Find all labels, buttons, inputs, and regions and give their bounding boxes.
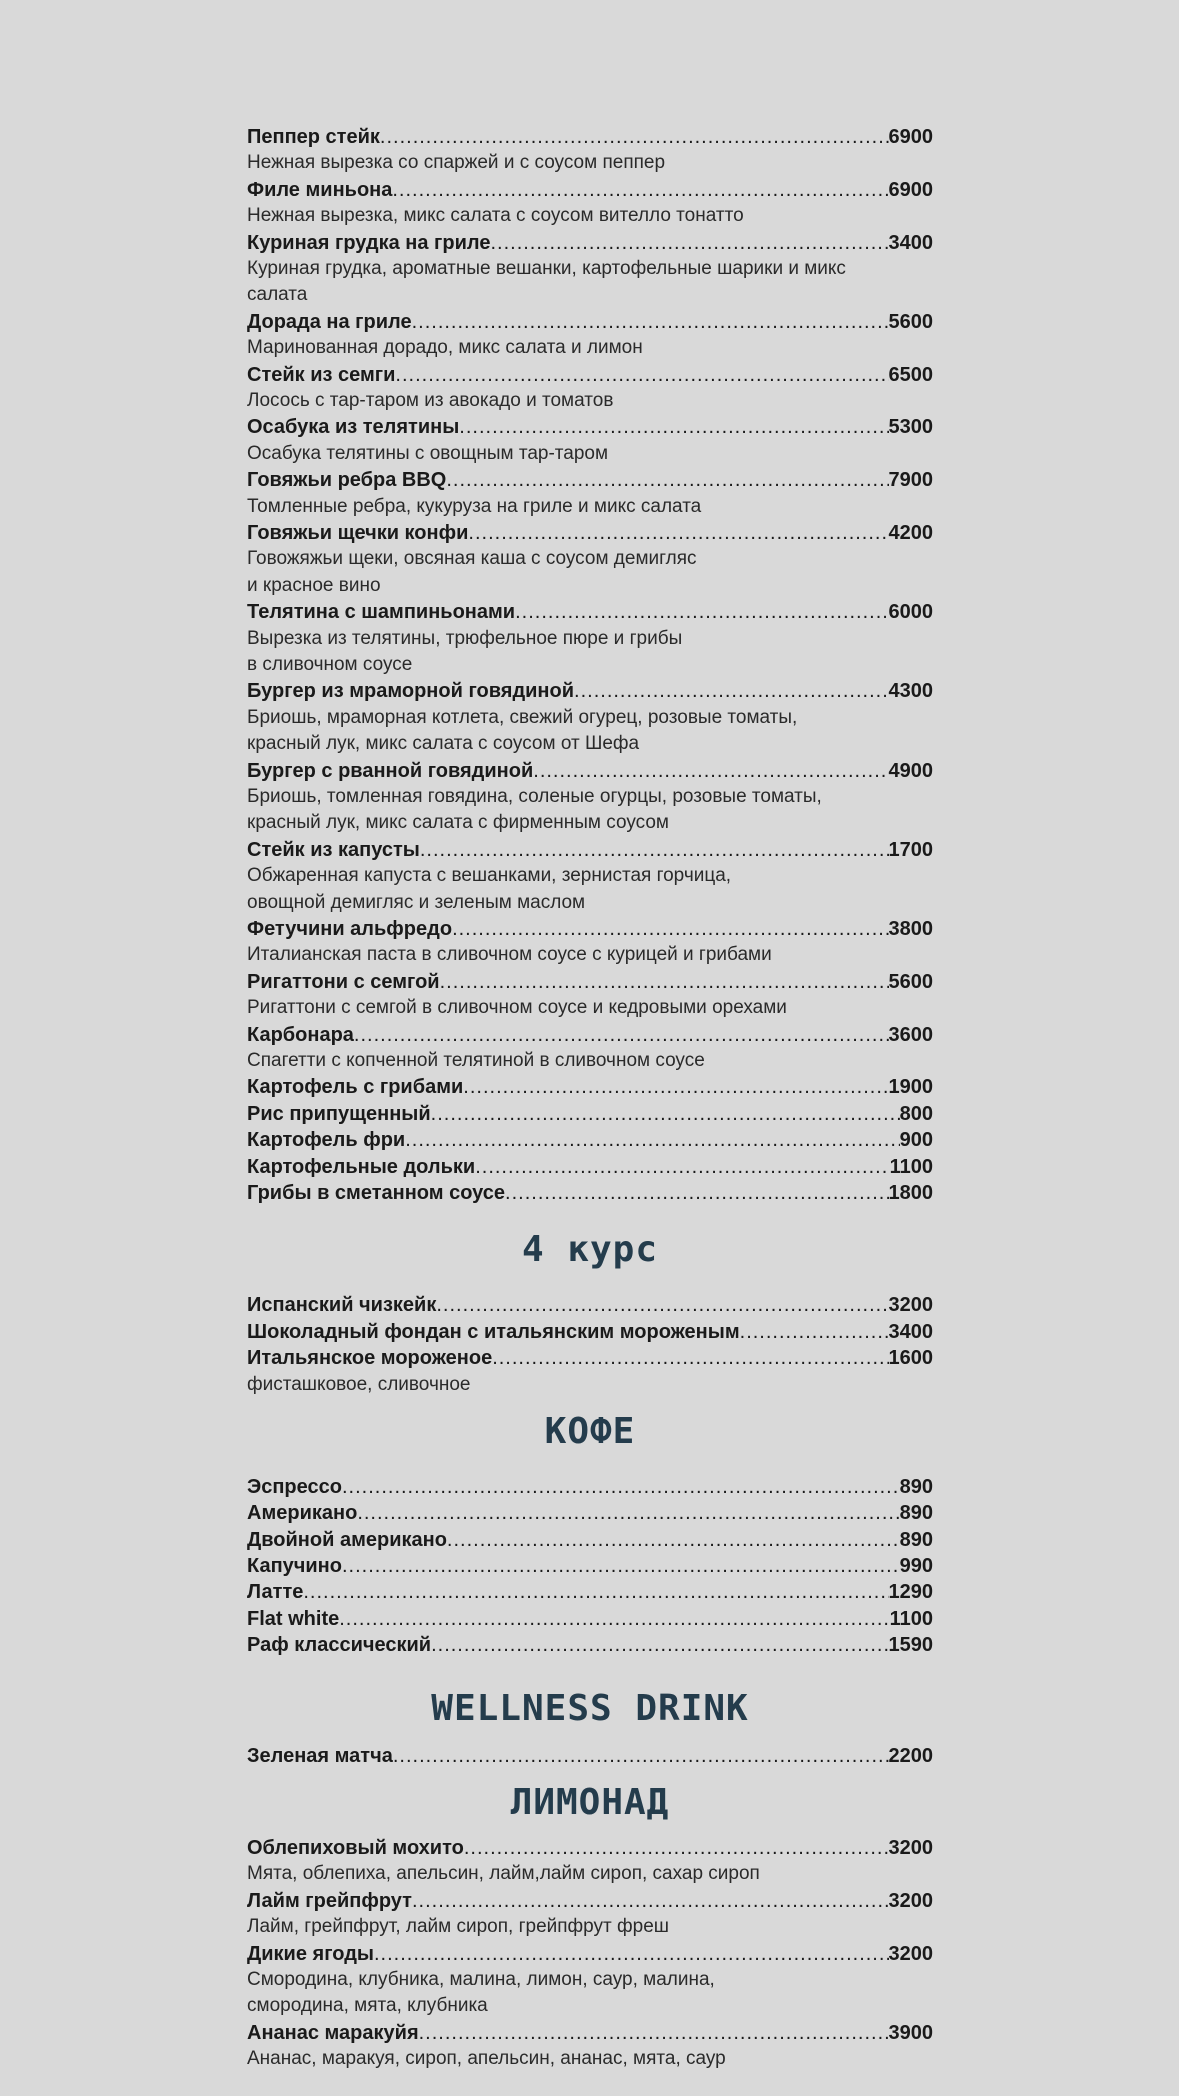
menu-item [247,230,933,256]
menu-item-price: 1590 [888,1634,933,1657]
menu-item [247,1319,933,1345]
menu-item [247,599,933,625]
menu-item-description: в сливочном соусе [247,653,413,675]
dot-leader [342,1553,900,1579]
menu-item-price: 3800 [888,918,933,940]
dot-leader [515,599,888,625]
menu-item-price: 1100 [889,1607,933,1630]
dot-leader [533,758,888,784]
menu-item [247,1743,933,1769]
menu-item-price: 6900 [888,178,933,201]
menu-item-description: красный лук, микс салата с соусом от Шефа [247,733,640,755]
dot-leader [380,124,889,150]
menu-item-price: 3400 [888,231,933,254]
menu-item-name: Рис припущенный [247,1102,431,1125]
menu-item [247,1500,933,1526]
dot-leader [574,678,888,704]
menu-item-name: Шоколадный фондан с итальянским мороженым [247,1320,740,1343]
menu-item-price: 2200 [888,1744,933,1767]
menu-item-price: 4200 [888,521,933,544]
menu-item-description: Вырезка из телятины, трюфельное пюре и грибы [247,627,683,649]
menu-item [247,1888,933,1914]
menu-item-name: Дорада на гриле [247,310,412,333]
menu-item-description: Обжаренная капуста с вешанками, зернистая горчица, [247,865,732,887]
menu-item-price: 890 [899,1502,933,1525]
menu-item [247,1022,933,1048]
menu-item-description: Спагетти с копченной телятиной в сливочном соусе [247,1049,705,1071]
menu-item-name: Филе миньона [247,178,393,201]
menu-item-name: Картофель с грибами [247,1076,464,1099]
menu-item-name: Картофельные дольки [247,1155,476,1178]
menu-item [247,1345,933,1371]
menu-item-name: Стейк из капусты [247,838,420,861]
dot-leader [436,1292,888,1318]
menu-item-name: Картофель фри [247,1129,406,1152]
menu-item-name: Пеппер стейк [247,126,380,148]
menu-item-price: 5600 [888,970,933,993]
section-heading-lemonade: ЛИМОНАД [510,1782,670,1824]
menu-item-description: овощной демигляс и зеленым маслом [247,891,586,913]
menu-item [247,467,933,493]
dot-leader [475,1154,889,1180]
dot-leader [459,414,888,440]
dot-leader [412,309,889,335]
menu-item-price: 4900 [888,759,933,782]
menu-item-name: Итальянское мороженое [247,1347,493,1370]
dot-leader [468,520,888,546]
menu-item-price: 1700 [888,838,933,861]
menu-item-description: Нежная вырезка со спаржей и с соусом пеппер [247,152,666,174]
menu-item-name: Зеленая матча [247,1744,393,1767]
dot-leader [505,1180,888,1206]
menu-item-price: 1800 [888,1181,933,1204]
menu-item [247,1606,933,1632]
section-heading-4-course: 4 курс [521,1229,659,1271]
dot-leader [339,1606,889,1632]
dot-leader [463,1074,888,1100]
menu-item [247,1835,933,1861]
dot-leader [395,362,888,388]
menu-item-price: 3200 [888,1294,933,1317]
menu-item-price: 3600 [888,1023,933,1046]
dot-leader [354,1022,889,1048]
dot-leader [452,916,888,942]
menu-item [247,1553,933,1579]
menu-item [247,177,933,203]
dot-leader [431,1632,888,1658]
menu-item-price: 6500 [888,363,933,386]
menu-item [247,1474,933,1500]
wellness-section [247,1743,933,1769]
menu-item-description: и красное вино [247,574,381,596]
dot-leader [374,1941,889,1967]
menu-item-name: Капучино [247,1555,342,1578]
menu-item-name: Лайм грейпфрут [247,1889,412,1912]
menu-item-price: 3400 [888,1320,933,1343]
menu-item-name: Фетучини альфредо [247,918,453,940]
menu-item-price: 3200 [888,1889,933,1912]
menu-item-description: смородина, мята, клубника [247,1995,488,2017]
menu-item-name: Американо [247,1502,358,1525]
menu-item-price: 3200 [888,1942,933,1965]
menu-item [247,2020,933,2046]
menu-item-description: Ананас, маракуя, сироп, апельсин, ананас, мята, саур [247,2048,726,2070]
menu-item-name: Осабука из телятины [247,416,460,439]
menu-item [247,1579,933,1605]
menu-item-price: 7900 [888,469,933,492]
menu-item-description: Бриошь, мраморная котлета, свежий огурец, розовые томаты, [247,706,798,728]
menu-item-description: фисташковое, сливочное [247,1373,471,1395]
menu-item [247,1941,933,1967]
menu-item-price: 1100 [889,1155,933,1178]
menu-item-name: Телятина с шампиньонами [247,601,516,624]
menu-item [247,362,933,388]
dot-leader [405,1127,899,1153]
menu-item-price: 1290 [888,1581,933,1604]
menu-item-description: Осабука телятины с овощным тар-таром [247,442,609,464]
dot-leader [303,1579,888,1605]
dot-leader [447,1527,900,1553]
dot-leader [431,1101,900,1127]
dot-leader [440,969,889,995]
menu-item [247,837,933,863]
menu-item-name: Двойной американо [247,1528,447,1551]
menu-item [247,1154,933,1180]
menu-item-description: Бриошь, томленная говядина, соленые огурцы, розовые томаты, [247,785,822,807]
mains-section [247,124,933,1206]
dot-leader [464,1835,889,1861]
coffee-section [247,1474,933,1659]
menu-item-name: Говяжьи щечки конфи [247,521,469,544]
lemonade-section [247,1835,933,2073]
menu-item-description: красный лук, микс салата с фирменным соусом [247,812,669,834]
menu-item-price: 900 [899,1129,933,1152]
menu-item-name: Flat white [247,1607,340,1630]
menu-item-price: 890 [899,1475,933,1498]
menu-item-price: 990 [899,1555,933,1578]
menu-item-name: Грибы в сметанном соусе [247,1181,506,1204]
menu-item-name: Говяжьи ребра BBQ [247,469,447,492]
menu-item [247,678,933,704]
menu-item-price: 6900 [888,126,933,148]
menu-item-price: 4300 [888,680,933,703]
menu-item-name: Ригаттони с семгой [247,970,440,993]
menu-item [247,1292,933,1318]
menu-item-description: Лосось с тар-таром из авокадо и томатов [247,389,614,411]
section-heading-wellness: WELLNESS DRINK [431,1687,749,1729]
dot-leader [392,177,888,203]
menu-item-price: 6000 [888,601,933,624]
menu-item [247,1127,933,1153]
menu-item [247,1074,933,1100]
menu-item-price: 1900 [888,1076,933,1099]
menu-item [247,969,933,995]
menu-item-name: Бургер из мраморной говядиной [247,680,575,703]
menu-item-name: Облепиховый мохито [247,1837,464,1860]
menu-item-description: Нежная вырезка, микс салата с соусом вителло тонатто [247,205,744,227]
menu-item-description: Томленные ребра, кукуруза на гриле и микс салата [247,495,702,517]
section-heading-coffee: КОФЕ [544,1410,636,1452]
dot-leader [490,230,888,256]
menu-item-description: салата [247,284,308,306]
dot-leader [393,1743,889,1769]
menu-item [247,124,933,150]
menu-item-price: 3900 [888,2021,933,2044]
menu-item-description: Куриная грудка, ароматные вешанки, картофельные шарики и микс [247,257,846,279]
course4-section [247,1292,933,1398]
menu-item-name: Ананас маракуйя [247,2021,419,2044]
menu-item-description: Мята, облепиха, апельсин, лайм,лайм сироп, сахар сироп [247,1863,760,1885]
menu-item-price: 1600 [888,1347,933,1370]
menu-item-description: Ригаттони с семгой в сливочном соусе и кедровыми орехами [247,997,787,1019]
menu-item [247,1632,933,1658]
menu-item [247,758,933,784]
menu-item-name: Дикие ягоды [247,1942,374,1965]
menu-item [247,414,933,440]
dot-leader [420,837,889,863]
dot-leader [446,467,888,493]
menu-item [247,916,933,942]
menu-item [247,1180,933,1206]
menu-item-name: Бургер с рванной говядиной [247,759,534,782]
menu-item-description: Смородина, клубника, малина, лимон, саур, малина, [247,1969,715,1991]
menu-item-name: Карбонара [247,1023,354,1046]
menu-list [247,124,933,2073]
menu-item-name: Куриная грудка на гриле [247,231,491,254]
menu-item-description: Маринованная дорадо, микс салата и лимон [247,337,643,359]
menu-item-description: Италианская паста в сливочном соусе с курицей и грибами [247,944,772,966]
menu-item-name: Испанский чизкейк [247,1294,437,1317]
menu-item-price: 3200 [888,1837,933,1860]
menu-item [247,520,933,546]
menu-item-price: 890 [899,1528,933,1551]
menu-item [247,1527,933,1553]
dot-leader [342,1474,900,1500]
menu-item-price: 5300 [888,416,933,439]
dot-leader [412,1888,889,1914]
menu-item-name: Латте [247,1581,304,1604]
menu-item-name: Раф классический [247,1634,432,1657]
menu-item-price: 5600 [888,310,933,333]
dot-leader [740,1319,889,1345]
dot-leader [492,1345,888,1371]
menu-item [247,1101,933,1127]
dot-leader [357,1500,899,1526]
menu-item-price: 800 [899,1102,933,1125]
menu-item [247,309,933,335]
menu-item-name: Стейк из семги [247,363,396,386]
menu-item-name: Эспрессо [247,1475,342,1498]
menu-item-description: Лайм, грейпфрут, лайм сироп, грейпфрут фреш [247,1916,670,1938]
menu-item-description: Говожяжьи щеки, овсяная каша с соусом демигляс [247,548,697,570]
dot-leader [419,2020,889,2046]
